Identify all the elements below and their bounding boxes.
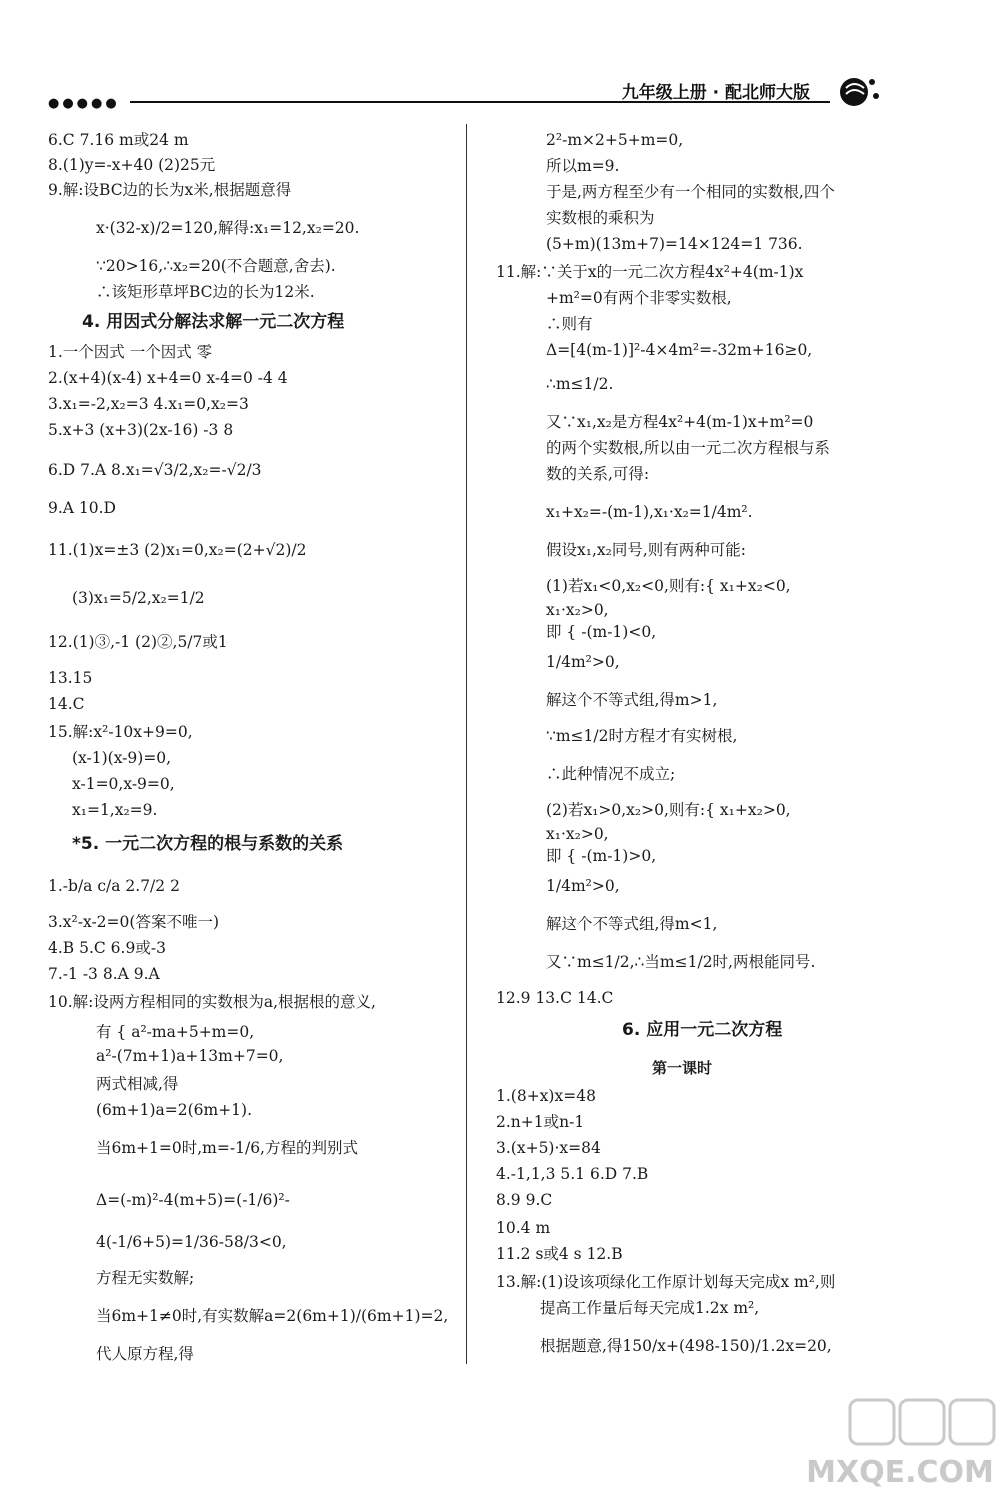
- left-line: ∴该矩形草坪BC边的长为12米.: [96, 283, 315, 301]
- left-line: 代人原方程,得: [96, 1345, 194, 1363]
- header-dots: ●●●●●: [48, 96, 120, 111]
- right-line: 第一课时: [652, 1059, 713, 1077]
- left-line: 2.(x+4)(x-4) x+4=0 x-4=0 -4 4: [48, 369, 288, 387]
- right-line: 又∵x₁,x₂是方程4x²+4(m-1)x+m²=0: [546, 413, 814, 431]
- left-line: 4. 用因式分解法求解一元二次方程: [82, 312, 345, 332]
- right-line: +m²=0有两个非零实数根,: [546, 289, 732, 307]
- column-divider: [466, 124, 467, 1364]
- right-line: (1)若x₁<0,x₂<0,则有:{ x₁+x₂<0,: [546, 577, 791, 595]
- left-line: 方程无实数解;: [96, 1269, 195, 1287]
- left-line: 9.解:设BC边的长为x米,根据题意得: [48, 181, 292, 199]
- right-line: x₁·x₂>0,: [546, 601, 609, 619]
- right-line: 又∵m≤1/2,∴当m≤1/2时,两根能同号.: [546, 953, 816, 971]
- right-line: 1.(8+x)x=48: [496, 1087, 596, 1105]
- left-line: (6m+1)a=2(6m+1).: [96, 1101, 253, 1119]
- right-line: 根据题意,得150/x+(498-150)/1.2x=20,: [540, 1337, 832, 1355]
- left-line: a²-(7m+1)a+13m+7=0,: [96, 1047, 284, 1065]
- left-line: ∵20>16,∴x₂=20(不合题意,舍去).: [96, 257, 336, 275]
- right-line: ∴此种情况不成立;: [546, 765, 676, 783]
- header-title: 九年级上册 · 配北师大版: [621, 83, 810, 103]
- right-line: 实数根的乘积为: [546, 209, 655, 227]
- left-line: 3.x²-x-2=0(答案不唯一): [48, 913, 219, 931]
- right-line: 所以m=9.: [546, 157, 620, 175]
- right-line: 3.(x+5)·x=84: [496, 1139, 601, 1157]
- right-line: (5+m)(13m+7)=14×124=1 736.: [546, 235, 803, 253]
- left-line: 15.解:x²-10x+9=0,: [48, 723, 193, 741]
- left-line: 6.C 7.16 m或24 m: [48, 131, 189, 149]
- left-line: 1.-b/a c/a 2.7/2 2: [48, 877, 180, 895]
- right-line: x₁+x₂=-(m-1),x₁·x₂=1/4m².: [546, 503, 753, 521]
- left-line: 13.15: [48, 669, 93, 687]
- left-line: 有 { a²-ma+5+m=0,: [96, 1023, 255, 1041]
- right-line: 10.4 m: [496, 1219, 551, 1237]
- right-line: 6. 应用一元二次方程: [622, 1020, 783, 1040]
- right-line: 即 { -(m-1)<0,: [546, 623, 657, 641]
- right-line: 解这个不等式组,得m<1,: [546, 915, 718, 933]
- swirl-logo-icon: [838, 74, 882, 110]
- right-line: 4.-1,1,3 5.1 6.D 7.B: [496, 1165, 649, 1183]
- right-line: 解这个不等式组,得m>1,: [546, 691, 718, 709]
- left-line: 两式相减,得: [96, 1075, 179, 1093]
- right-line: 11.解:∵关于x的一元二次方程4x²+4(m-1)x: [496, 263, 804, 281]
- left-line: *5. 一元二次方程的根与系数的关系: [72, 834, 344, 854]
- left-line: Δ=(-m)²-4(m+5)=(-1/6)²-: [96, 1191, 290, 1209]
- left-line: 9.A 10.D: [48, 499, 116, 517]
- left-line: 7.-1 -3 8.A 9.A: [48, 965, 160, 983]
- left-line: 4.B 5.C 6.9或-3: [48, 939, 166, 957]
- right-line: 1/4m²>0,: [546, 653, 620, 671]
- page-header: [40, 74, 960, 110]
- right-line: 即 { -(m-1)>0,: [546, 847, 657, 865]
- right-line: 2.n+1或n-1: [496, 1113, 585, 1131]
- left-line: 14.C: [48, 695, 85, 713]
- right-line: ∵m≤1/2时方程才有实树根,: [546, 727, 738, 745]
- right-line: Δ=[4(m-1)]²-4×4m²=-32m+16≥0,: [546, 341, 813, 359]
- right-line: 于是,两方程至少有一个相同的实数根,四个: [546, 183, 835, 201]
- left-line: x₁=1,x₂=9.: [72, 801, 158, 819]
- left-line: 4(-1/6+5)=1/36-58/3<0,: [96, 1233, 287, 1251]
- right-line: 1/4m²>0,: [546, 877, 620, 895]
- left-line: (3)x₁=5/2,x₂=1/2: [72, 589, 205, 607]
- watermark-text: MXQE.COM: [806, 1455, 994, 1490]
- right-line: 13.解:(1)设该项绿化工作原计划每天完成x m²,则: [496, 1273, 836, 1291]
- left-line: 当6m+1=0时,m=-1/6,方程的判别式: [96, 1139, 358, 1157]
- left-line: x·(32-x)/2=120,解得:x₁=12,x₂=20.: [96, 219, 360, 237]
- right-line: ∴则有: [546, 315, 593, 333]
- right-line: 数的关系,可得:: [546, 465, 650, 483]
- left-line: (x-1)(x-9)=0,: [72, 749, 172, 767]
- left-line: x-1=0,x-9=0,: [72, 775, 175, 793]
- right-line: x₁·x₂>0,: [546, 825, 609, 843]
- left-line: 3.x₁=-2,x₂=3 4.x₁=0,x₂=3: [48, 395, 249, 413]
- right-line: 8.9 9.C: [496, 1191, 553, 1209]
- left-line: 1.一个因式 一个因式 零: [48, 343, 213, 361]
- right-line: 的两个实数根,所以由一元二次方程根与系: [546, 439, 830, 457]
- watermark-stamp: [790, 1390, 1000, 1497]
- right-line: 11.2 s或4 s 12.B: [496, 1245, 623, 1263]
- right-line: (2)若x₁>0,x₂>0,则有:{ x₁+x₂>0,: [546, 801, 791, 819]
- left-line: 8.(1)y=-x+40 (2)25元: [48, 156, 216, 174]
- right-line: ∴m≤1/2.: [546, 375, 614, 393]
- right-line: 2²-m×2+5+m=0,: [546, 131, 684, 149]
- left-line: 5.x+3 (x+3)(2x-16) -3 8: [48, 421, 234, 439]
- left-line: 6.D 7.A 8.x₁=√3/2,x₂=-√2/3: [48, 461, 262, 479]
- right-line: 提高工作量后每天完成1.2x m²,: [540, 1299, 760, 1317]
- left-line: 12.(1)③,-1 (2)②,5/7或1: [48, 633, 228, 651]
- left-line: 10.解:设两方程相同的实数根为a,根据根的意义,: [48, 993, 376, 1011]
- left-line: 11.(1)x=±3 (2)x₁=0,x₂=(2+√2)/2: [48, 541, 307, 559]
- right-line: 假设x₁,x₂同号,则有两种可能:: [546, 541, 746, 559]
- right-line: 12.9 13.C 14.C: [496, 989, 614, 1007]
- left-line: 当6m+1≠0时,有实数解a=2(6m+1)/(6m+1)=2,: [96, 1307, 449, 1325]
